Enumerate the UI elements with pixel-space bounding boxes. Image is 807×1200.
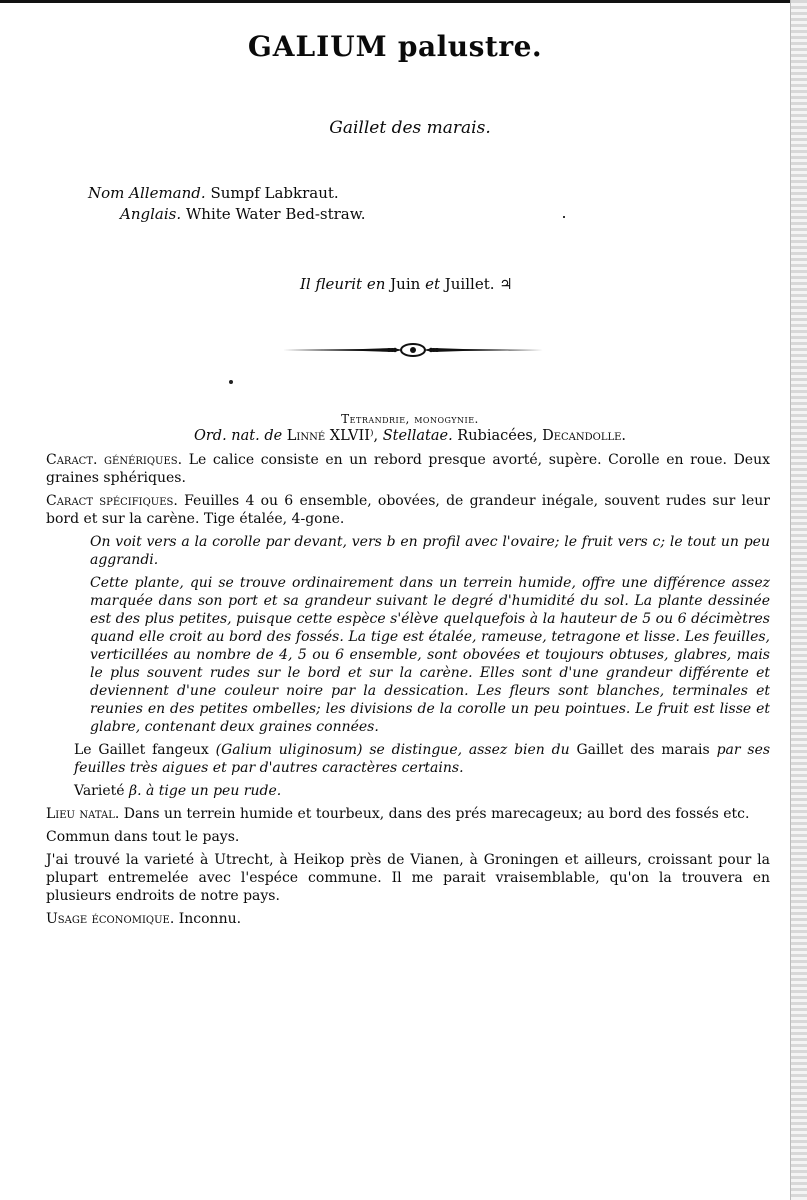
german-value: Sumpf Labkraut. <box>210 184 339 202</box>
related-species <box>46 741 770 777</box>
genus-name: GALIUM <box>247 30 388 63</box>
flowering-month2: Juillet. <box>444 275 495 293</box>
description-body <box>46 451 770 933</box>
scan-speck <box>563 216 565 218</box>
classification: Tetrandrie, monogynie. <box>341 412 479 426</box>
variety-label: Varieté <box>74 783 125 799</box>
german-label: Nom Allemand. <box>88 184 206 202</box>
flowering-prefix: Il fleurit <box>300 275 363 293</box>
order-linne: Linné <box>286 428 326 444</box>
related-d: par ses feuilles très aigues et par d'autres caractères certains. <box>74 742 771 776</box>
variety-text: β. à tige un peu rude. <box>129 783 282 799</box>
generic-text: Le calice consiste en un rebord presque avorté, supère. Corolle en roue. Deux graines sphériques. <box>46 452 771 486</box>
flowering-et: et <box>425 275 440 293</box>
related-a: Le Gaillet fangeux <box>74 742 209 758</box>
perennial-symbol: ♃ <box>499 275 513 293</box>
scan-dot <box>229 380 233 384</box>
economic-text: Inconnu. <box>178 911 242 927</box>
native-place <box>46 805 770 823</box>
english-value: White Water Bed-straw. <box>185 205 366 223</box>
figure-note: On voit vers a la corolle par devant, vers b en profil avec l'ovaire; le fruit vers c; le tout un peu aggrandi. <box>90 534 770 568</box>
related-b: (Galium uliginosum) se distingue, assez bien du <box>215 742 570 758</box>
french-name: Gaillet des marais. <box>329 118 491 138</box>
flowering-en: en <box>366 275 386 293</box>
scan-page-edge <box>790 0 807 1200</box>
order-label: Ord. nat. de <box>193 428 283 444</box>
generic-characters <box>46 451 770 487</box>
order-rest: Rubiacées, <box>457 428 538 444</box>
order-roman: XLVII <box>329 428 370 444</box>
generic-heading: Caract. génériques. <box>46 452 183 468</box>
native-heading: Lieu natal. <box>46 806 120 822</box>
native-text: Dans un terrein humide et tourbeux, dans des prés marecageux; au bord des fossés etc. <box>123 806 750 822</box>
order-stellatae: Stellatae. <box>382 428 453 444</box>
english-name-row <box>88 204 366 225</box>
ornament-divider <box>283 340 543 360</box>
common-names <box>88 183 366 225</box>
variety-note <box>46 782 770 800</box>
related-c: Gaillet des marais <box>576 742 710 758</box>
found-locations: J'ai trouvé la varieté à Utrecht, à Heikop près de Vianen, à Groningen et ailleurs, croissant pour la plupart entremelée avec l'espéce commune. Il me parait vraisemblable, qu'on la trouvera en plusieurs endroits de notre pays. <box>46 852 770 904</box>
order-decandolle: Decandolle. <box>542 428 627 444</box>
common-note: Commun dans tout le pays. <box>46 829 240 845</box>
economic-use <box>46 910 770 928</box>
specific-text: Feuilles 4 ou 6 ensemble, obovées, de grandeur inégale, souvent rudes sur leur bord et sur la carène. Tige étalée, 4-gone. <box>46 493 770 527</box>
page-title <box>0 30 790 63</box>
specific-characters <box>46 492 770 528</box>
english-label: Anglais. <box>120 205 182 223</box>
species-name: palustre. <box>397 30 543 63</box>
economic-heading: Usage économique. <box>46 911 175 927</box>
order-mark: ⁾, <box>369 428 379 444</box>
specific-heading: Caract spécifiques. <box>46 493 178 509</box>
natural-order <box>0 428 807 444</box>
german-name-row <box>88 183 366 204</box>
flowering-time <box>300 275 513 293</box>
plant-description: Cette plante, qui se trouve ordinairement dans un terrein humide, offre une différence assez marquée dans son port et sa grandeur suivant le degré d'humidité du sol. La plante dessinée est des plus petites, puisque cette espèce s'élève quelquefois à la hauteur de 5 ou 6 décimètres quand elle croit au bord des fossés. La tige est étalée, rameuse, tetragone et lisse. Les feuilles, verticillées au nombre de 4, 5 ou 6 ensemble, sont obovées et toujours obtuses, glabres, mais le plus souvent rudes sur le bord et sur la carène. Elles sont d'une grandeur différente et deviennent d'une couleur noire par la dessication. Les fleurs sont blanches, terminales et reunies en des petites ombelles; les divisions de la corolle un peu pointues. Le fruit est lisse et glabre, contenant deux graines connées. <box>90 575 770 735</box>
flowering-month1: Juin <box>390 275 421 293</box>
